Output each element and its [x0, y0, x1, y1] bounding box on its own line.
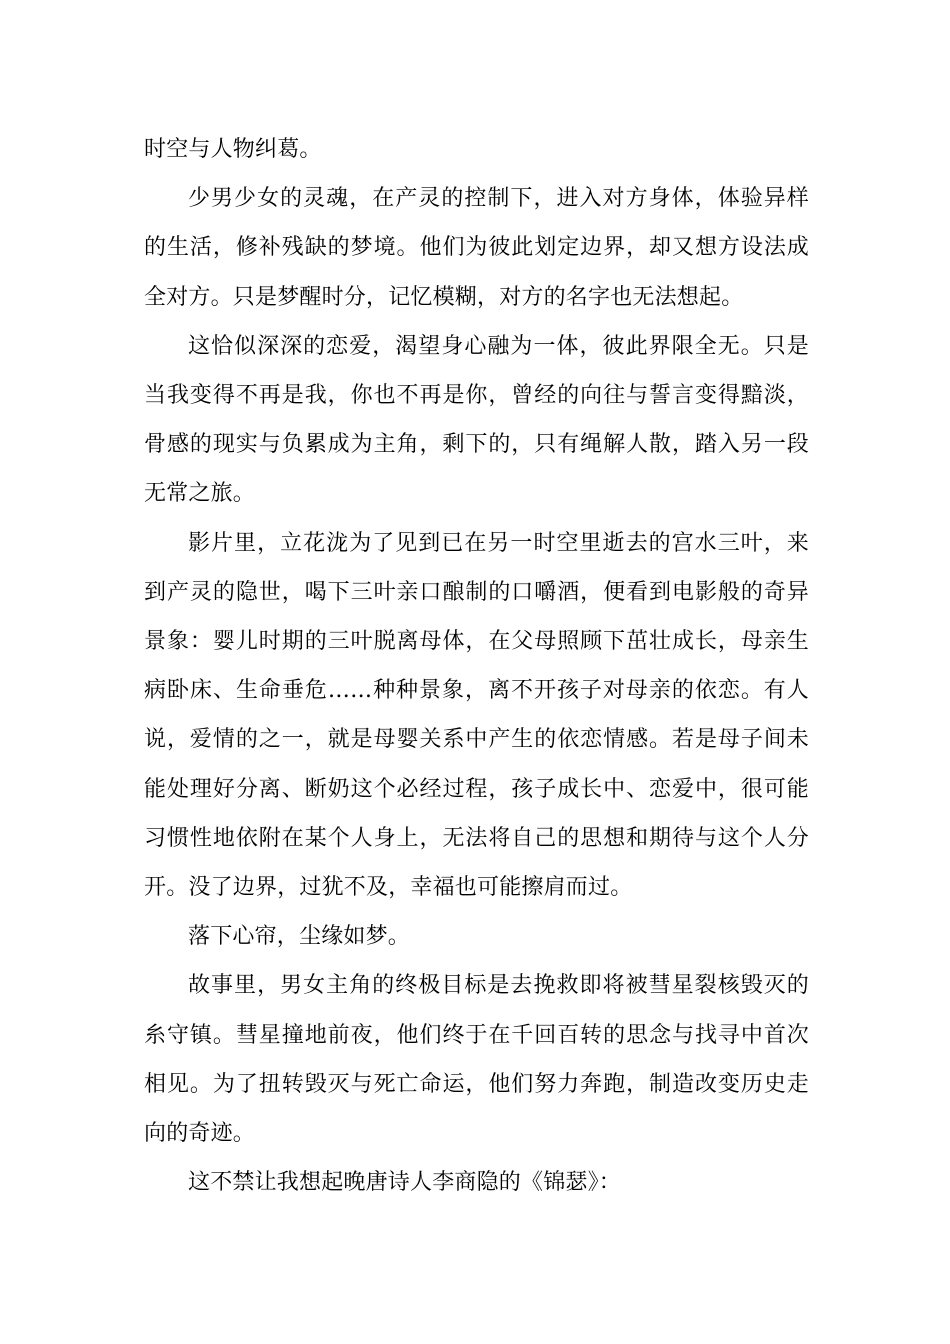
- paragraph: 落下心帘，尘缘如梦。: [188, 924, 411, 950]
- paragraph: 故事里，男女主角的终极目标是去挽救即将被彗星裂核毁灭的糸守镇。彗星撞地前夜，他们终于在千回百转的思念与找寻中首次相见。为了扭转毁灭与死亡命运，他们努力奔跑，制造改变历史走向的奇迹。: [144, 973, 809, 1147]
- paragraph: 时空与人物纠葛。: [144, 137, 322, 162]
- paragraph: 这恰似深深的恋爱，渴望身心融为一体，彼此界限全无。只是当我变得不再是我，你也不再是你，曾经的向往与誓言变得黯淡，骨感的现实与负累成为主角，剩下的，只有绳解人散，踏入另一段无常之旅。: [144, 333, 809, 507]
- paragraph: 少男少女的灵魂，在产灵的控制下，进入对方身体，体验异样的生活，修补残缺的梦境。他们为彼此划定边界，却又想方设法成全对方。只是梦醒时分，记忆模糊，对方的名字也无法想起。: [144, 186, 809, 310]
- paragraph: 这不禁让我想起晚唐诗人李商隐的《锦瑟》：: [188, 1170, 622, 1196]
- paragraph: 影片里，立花泷为了见到已在另一时空里逝去的宫水三叶，来到产灵的隐世，喝下三叶亲口酿制的口嚼酒，便看到电影般的奇异景象：婴儿时期的三叶脱离母体，在父母照顾下茁壮成长，母亲生病卧床、生命垂危……种种景象，离不开孩子对母亲的依恋。有人说，爱情的之一，就是母婴关系中产生的依恋情感。若是母子间未能处理好分离、断奶这个必经过程，孩子成长中、恋爱中，很可能习惯性地依附在某个人身上，无法将自己的思想和期待与这个人分开。没了边界，过犹不及，幸福也可能擦肩而过。: [144, 530, 809, 901]
- body-text: [144, 125, 809, 1207]
